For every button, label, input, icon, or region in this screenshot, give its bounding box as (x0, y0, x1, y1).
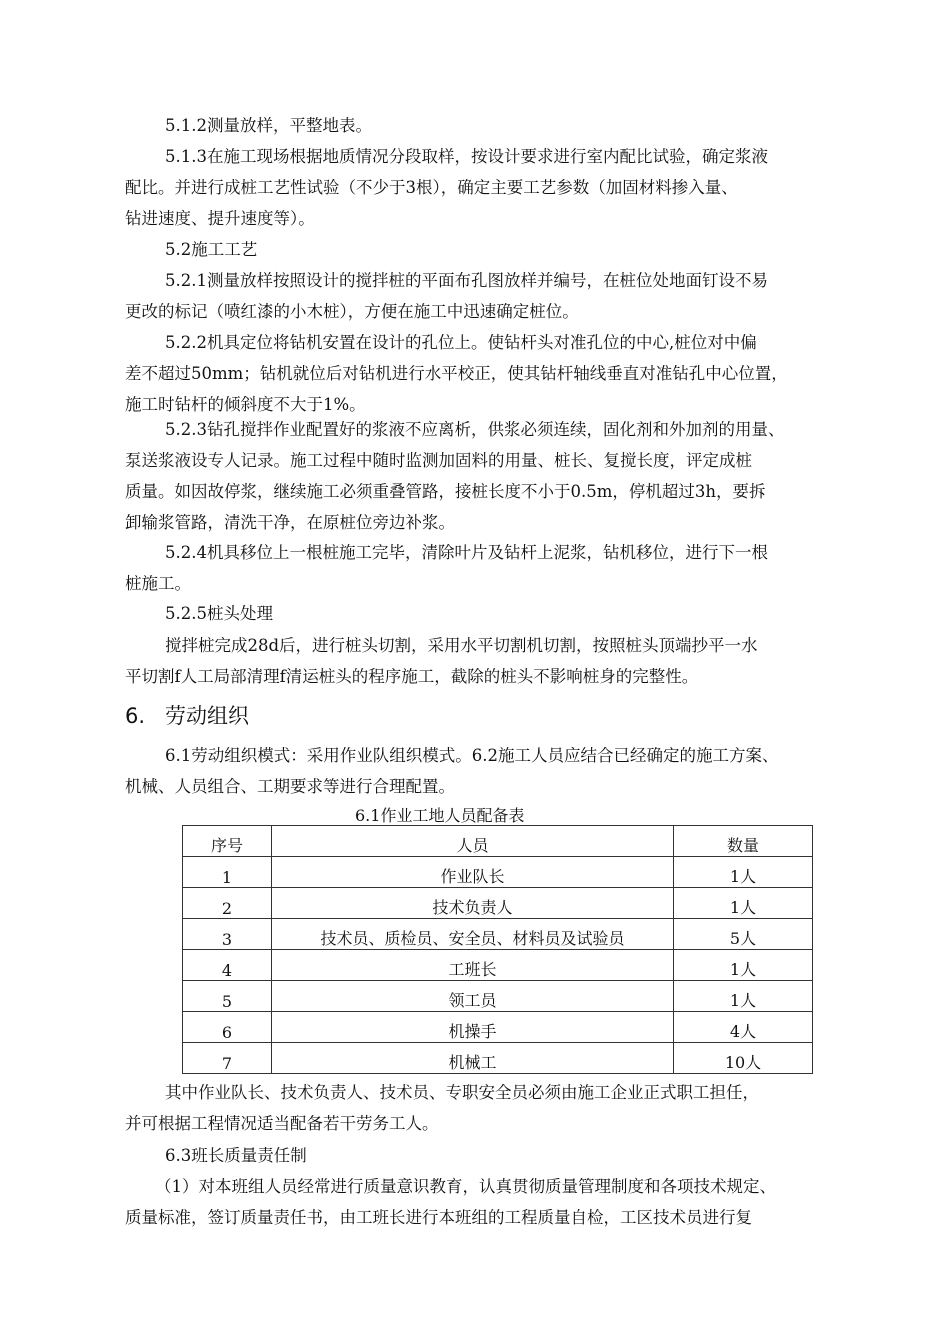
text-line: 5.2.3钻孔搅拌作业配置好的浆液不应离析，供浆必须连续，固化剂和外加剂的用量、 (165, 420, 785, 439)
table-row (183, 981, 813, 1012)
text-line: 更改的标记（喷红漆的小木桩），方便在施工中迅速确定桩位。 (125, 302, 579, 321)
text-line: （1）对本班组人员经常进行质量意识教育，认真贯彻质量管理制度和各项技术规定、 (155, 1177, 776, 1196)
cell-staff: 机操手 (272, 1012, 674, 1043)
paragraph-5-2-5 (125, 598, 885, 629)
section-heading-6 (125, 700, 249, 730)
paragraph-5-2-3 (125, 414, 885, 538)
cell-staff: 机械工 (272, 1043, 674, 1074)
paragraph-5-2-4 (125, 537, 885, 599)
cell-index: 3 (183, 919, 272, 950)
paragraph-6-3-1 (125, 1171, 885, 1233)
text-line: 平切割f人工局部清理f清运桩头的程序施工，截除的桩头不影响桩身的完整性。 (125, 667, 699, 686)
text-line: 卸输浆管路，清洗干净，在原桩位旁边补浆。 (125, 513, 455, 532)
paragraph-5-2 (125, 234, 885, 265)
cell-count: 5人 (674, 919, 813, 950)
cell-index: 5 (183, 981, 272, 1012)
text-line: 5.2.1测量放样按照设计的搅拌桩的平面布孔图放样并编号，在桩位处地面钉设不易 (165, 271, 768, 290)
heading-title: 劳动组织 (165, 704, 249, 728)
text-line: 并可根据工程情况适当配备若干劳务工人。 (125, 1114, 439, 1133)
paragraph-5-1-2 (125, 110, 885, 141)
text-line: 配比。并进行成桩工艺性试验（不少于3根），确定主要工艺参数（加固材料掺入量、 (125, 178, 738, 197)
paragraph-6-3 (125, 1140, 885, 1171)
table-row (183, 1012, 813, 1043)
cell-count: 1人 (674, 950, 813, 981)
text-line: 6.1劳动组织模式：采用作业队组织模式。6.2施工人员应结合已经确定的施工方案、 (165, 746, 779, 765)
cell-staff: 作业队长 (272, 857, 674, 888)
text-line: 5.2.5桩头处理 (165, 604, 273, 623)
text-line: 5.1.2测量放样，平整地表。 (165, 116, 372, 135)
text-line: 钻进速度、提升速度等）。 (125, 209, 315, 228)
column-header-count: 数量 (674, 826, 813, 857)
column-header-index: 序号 (183, 826, 272, 857)
text-line: 桩施工。 (125, 574, 191, 593)
cell-count: 1人 (674, 981, 813, 1012)
cell-index: 7 (183, 1043, 272, 1074)
text-line: 5.1.3在施工现场根据地质情况分段取样，按设计要求进行室内配比试验，确定浆液 (165, 147, 768, 166)
paragraph-6-1 (125, 740, 885, 802)
cell-index: 4 (183, 950, 272, 981)
cell-count: 1人 (674, 888, 813, 919)
paragraph-5-2-1 (125, 265, 885, 327)
text-line: 质量标准，签订质量责任书，由工班长进行本班组的工程质量自检，工区技术员进行复 (125, 1208, 752, 1227)
column-header-staff: 人员 (272, 826, 674, 857)
paragraph-5-2-5-body (125, 630, 885, 692)
text-line: 其中作业队长、技术负责人、技术员、专职安全员必须由施工企业正式职工担任， (165, 1083, 759, 1102)
table-row (183, 1043, 813, 1074)
table-caption: 6.1作业工地人员配备表 (355, 806, 525, 825)
text-line: 6.3班长质量责任制 (165, 1146, 307, 1165)
text-line: 搅拌桩完成28d后，进行桩头切割，采用水平切割机切割，按照桩头顶端抄平一水 (165, 636, 758, 655)
text-line: 5.2.4机具移位上一根桩施工完毕，清除叶片及钻杆上泥浆，钻机移位，进行下一根 (165, 543, 768, 562)
cell-index: 2 (183, 888, 272, 919)
table-row (183, 919, 813, 950)
cell-index: 6 (183, 1012, 272, 1043)
table-row (183, 950, 813, 981)
paragraph-after-table (125, 1077, 885, 1139)
cell-staff: 工班长 (272, 950, 674, 981)
table-header-row (183, 826, 813, 857)
table-row (183, 857, 813, 888)
cell-count: 4人 (674, 1012, 813, 1043)
cell-count: 1人 (674, 857, 813, 888)
text-line: 质量。如因故停浆，继续施工必须重叠管路，接桩长度不小于0.5m，停机超过3h，要拆 (125, 482, 766, 501)
heading-number: 6. (125, 704, 146, 728)
table-row (183, 888, 813, 919)
text-line: 泵送浆液设专人记录。施工过程中随时监测加固料的用量、桩长、复搅长度，评定成桩 (125, 451, 752, 470)
cell-count: 10人 (674, 1043, 813, 1074)
text-line: 机械、人员组合、工期要求等进行合理配置。 (125, 777, 455, 796)
cell-staff: 技术员、质检员、安全员、材料员及试验员 (272, 919, 674, 950)
text-line: 5.2施工工艺 (165, 240, 258, 259)
text-line: 施工时钻杆的倾斜度不大于1%。 (125, 395, 366, 414)
staff-table (182, 825, 813, 1074)
cell-staff: 领工员 (272, 981, 674, 1012)
paragraph-5-1-3 (125, 141, 885, 234)
cell-staff: 技术负责人 (272, 888, 674, 919)
text-line: 差不超过50mm；钻机就位后对钻机进行水平校正，使其钻杆轴线垂直对准钻孔中心位置， (125, 364, 788, 383)
cell-index: 1 (183, 857, 272, 888)
paragraph-5-2-2 (125, 327, 885, 420)
text-line: 5.2.2机具定位将钻机安置在设计的孔位上。使钻杆头对准孔位的中心,桩位对中偏 (165, 333, 757, 352)
